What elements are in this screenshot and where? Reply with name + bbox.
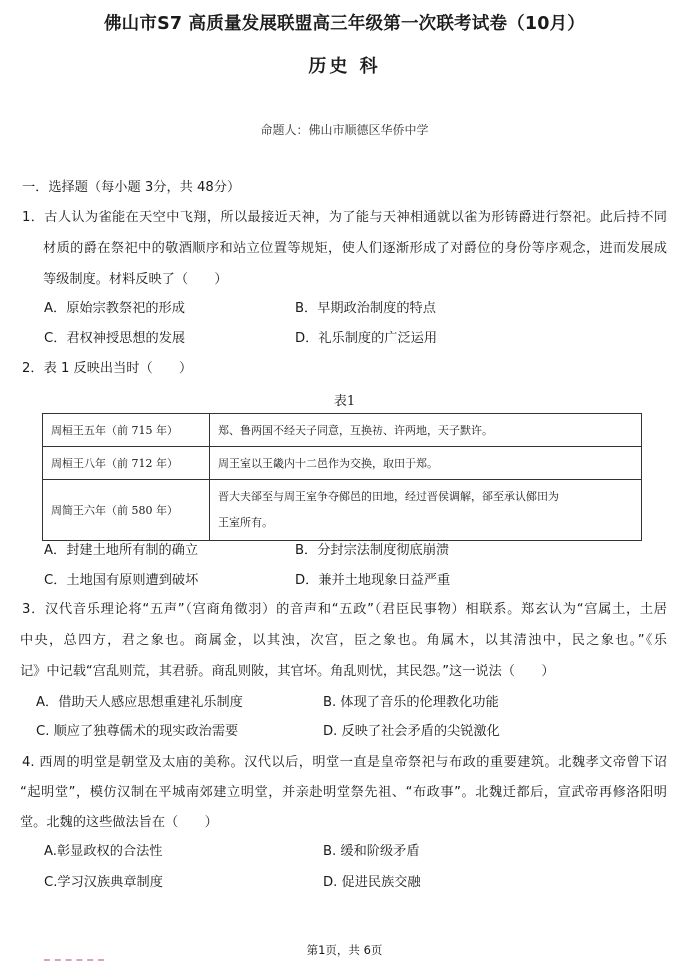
q1-option-b: B．早期政治制度的特点 xyxy=(295,301,436,316)
exam-title: 佛山市S7 高质量发展联盟高三年级第一次联考试卷（10月） xyxy=(103,14,586,34)
q3-option-d: D. 反映了社会矛盾的尖锐激化 xyxy=(323,724,500,739)
exam-author: 命题人：佛山市顺德区华侨中学 xyxy=(260,123,429,137)
q4-option-c: C.学习汉族典章制度 xyxy=(44,875,163,890)
q2-option-b: B．分封宗法制度彻底崩溃 xyxy=(295,543,450,558)
table-row xyxy=(43,480,642,541)
q4-option-b: B. 缓和阶级矛盾 xyxy=(323,844,420,859)
decorative-dash-mark xyxy=(44,959,104,963)
table-row xyxy=(43,447,642,480)
table-cell-event-line: 王室所有。 xyxy=(218,516,273,529)
table-cell-time: 周简王六年（前 580 年） xyxy=(43,480,210,541)
q1-line-2: 材质的爵在祭祀中的敬酒顺序和站立位置等规矩，使人们逐渐形成了对爵位的身份等序观念，进而发展成 xyxy=(43,241,667,256)
q3-line-1: 3．汉代音乐理论将“五声”（宫商角徵羽）的音声和“五政”（君臣民事物）相联系。郑玄认为“宫属土，土居 xyxy=(22,602,667,617)
table-caption: 表1 xyxy=(333,394,356,409)
q3-option-c: C. 顺应了独尊儒术的现实政治需要 xyxy=(36,724,239,739)
q3-option-a: A．借助天人感应思想重建礼乐制度 xyxy=(36,695,243,710)
q1-line-3: 等级制度。材料反映了（ ） xyxy=(43,272,228,287)
q1-line-1: 1．古人认为雀能在天空中飞翔，所以最接近天神，为了能与天神相通就以雀为形铸爵进行祭祀。此后持不同 xyxy=(22,210,667,225)
q1-option-d: D．礼乐制度的广泛运用 xyxy=(295,331,438,346)
section-heading: 一．选择题（每小题 3分，共 48分） xyxy=(22,180,241,195)
table-cell-event-line: 晋大夫郤至与周王室争夺鄇邑的田地，经过晋侯调解，郤至承认鄇田为 xyxy=(218,490,559,503)
q2-option-a: A．封建土地所有制的确立 xyxy=(44,543,199,558)
q4-line-2: “起明堂”，模仿汉制在平城南郊建立明堂，并亲赴明堂祭先祖、“布政事”。北魏迁都后，宣武帝再修洛阳明 xyxy=(20,785,667,800)
q3-line-2: 中央，总四方，君之象也。商属金，以其浊，次宫，臣之象也。角属木，以其清浊中，民之象也。”《乐 xyxy=(20,633,667,648)
q2-stem: 2．表 1 反映出当时（ ） xyxy=(22,361,193,376)
q4-line-1: 4. 西周的明堂是朝堂及太庙的美称。汉代以后，明堂一直是皇帝祭祀与布政的重要建筑。北魏孝文帝曾下诏 xyxy=(22,755,667,770)
table-cell-time: 周桓王八年（前 712 年） xyxy=(43,447,210,480)
table-cell-event: 周王室以王畿内十二邑作为交换，取田于郑。 xyxy=(210,447,642,480)
q2-option-d: D．兼并土地现象日益严重 xyxy=(295,573,451,588)
q1-option-a: A．原始宗教祭祀的形成 xyxy=(44,301,185,316)
exam-subject: 历史 科 xyxy=(308,56,381,77)
q4-option-d: D. 促进民族交融 xyxy=(323,875,421,890)
table-cell-time: 周桓王五年（前 715 年） xyxy=(43,414,210,447)
q3-line-3: 记》中记载“宫乱则荒，其君骄。商乱则陂，其官坏。角乱则忧，其民怨。”这一说法（ ） xyxy=(20,664,555,679)
history-table xyxy=(42,413,642,541)
table-cell-event: 郑、鲁两国不经天子同意，互换祊、许两地，天子默许。 xyxy=(210,414,642,447)
q3-option-b: B. 体现了音乐的伦理教化功能 xyxy=(323,695,499,710)
q2-option-c: C．土地国有原则遭到破坏 xyxy=(44,573,199,588)
table-cell-event xyxy=(210,480,642,541)
q4-line-3: 堂。北魏的这些做法旨在（ ） xyxy=(20,815,218,830)
page-number: 第1页，共 6页 xyxy=(306,943,383,957)
q4-option-a: A.彰显政权的合法性 xyxy=(44,844,163,859)
q1-option-c: C．君权神授思想的发展 xyxy=(44,331,186,346)
table-row xyxy=(43,414,642,447)
